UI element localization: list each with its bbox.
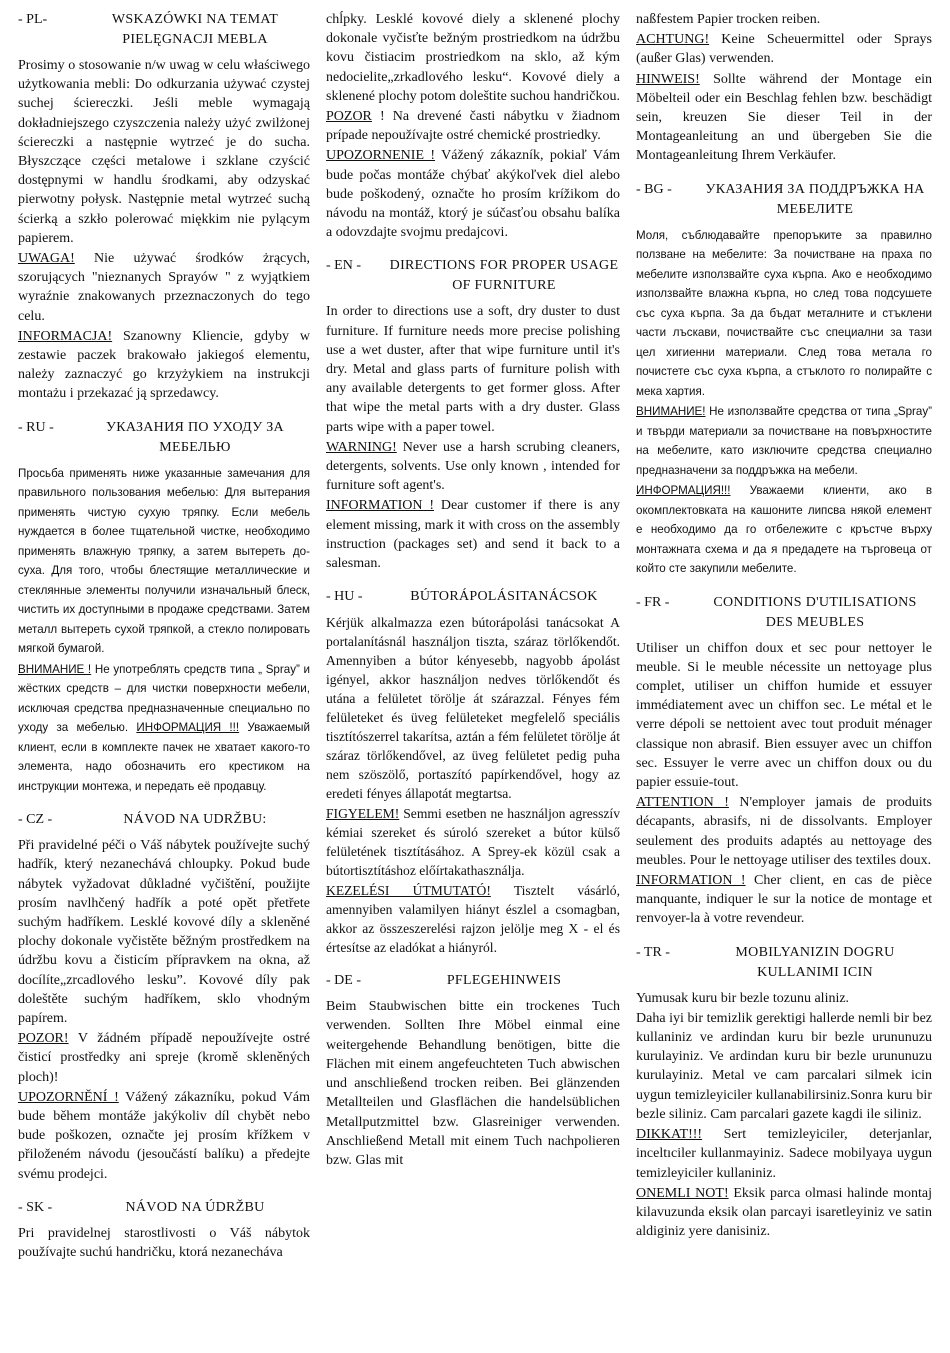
section-title: УКАЗАНИЯ ПО УХОДУ ЗА МЕБЕЛЬЮ [106, 419, 284, 455]
section-title: NÁVOD NA ÚDRŽBU [125, 1199, 265, 1215]
language-code: - FR - [636, 594, 670, 610]
warning-label: ВНИМАНИЕ ! [18, 662, 92, 676]
warning-label: DIKKAT!!! [636, 1127, 703, 1143]
section-pl [18, 10, 310, 404]
language-code: - HU - [326, 589, 363, 605]
section-heading [326, 587, 620, 607]
warning-label: FIGYELEM! [326, 806, 400, 822]
information-label: INFORMACJA! [18, 328, 113, 344]
section-sk-continued [326, 10, 620, 242]
section-bg [636, 180, 932, 579]
paragraph: Просьба применять ниже указанные замечания для правильного пользования мебелью: Для вытерания применять чистую сухую тряпку. Если мебель нуждается в более тщательной чистке, необходимо применять влажную тряпку, а затем вытереть до-суха. Для того, чтобы блестящие металлические и стеклянные элементы получили изначальный блеск, чистить их доступными в продаже средствами. Затем металл вытереть сухой тряпкой, а стекло полировать мягкой бумагой. [18, 466, 310, 656]
section-heading [326, 256, 620, 296]
warning-label: ACHTUNG! [636, 32, 710, 48]
section-fr [636, 593, 932, 929]
information-paragraph: UPOZORNENIE ! Vážený zákazník, pokiaľ Vám bude počas montáže chýbať akýkoľvek diel alebo bude poškodený, označte ho prosím krížikom do návodu na montáž, ktorý je súčasťou obsahu balíka a odovzdajte svojmu predajcovi. [326, 148, 620, 241]
language-code: - TR - [636, 944, 670, 960]
warning-paragraph: ВНИМАНИЕ! Не използвайте средства от типа „Spray” и твърди материали за почистване на повърхностите на мебелите, като изключите средства специално предназначени за поддръжка на мебели. [636, 405, 932, 477]
paragraph: Při pravidelné péči o Váš nábytek používejte suchý hadřík, který nezanechává chloupky. Pokud bude nábytek vyžadovat důkladné vyčištění, použijte prosím navlhčený hadřík a poté opět přetřete suchým hadříkem. Lesklé kovové díly a skleněné plochy dokonale vyčistěte běžným prostředkem na údržbu kovu a čisticím přípravkem na okna, až docílíte„zrcadlového lesku”. Kovové díly pak doleštěte suchým hadříkem, sklo vhodným papírem. [18, 838, 310, 1026]
paragraph: Yumusak kuru bir bezle tozunu aliniz. [636, 990, 850, 1006]
warning-paragraph: UWAGA! Nie używać środków żrących, szorujących "nieznanych Sprayów " z wyjątkiem wyraźnie znakowanych przeznaczonych do tego celu. [18, 251, 310, 324]
information-paragraph: KEZELÉSI ÚTMUTATÓ! Tisztelt vásárló, amennyiben valamilyen hiányt észlel a csomagban, akkor az összeszerelési rajzon jelölje meg X - el és értesítse az eladókat a hiányról. [326, 883, 620, 956]
section-heading [18, 810, 310, 830]
information-label: ИНФОРМАЦИЯ !!! [136, 721, 240, 735]
warning-label: UWAGA! [18, 251, 75, 267]
information-paragraph: INFORMATION ! Dear customer if there is any element missing, mark it with cross on the assembly instruction (packages set) and send it back to a salesman. [326, 498, 620, 572]
information-paragraph: ONEMLI NOT! Eksik parca olmasi halinde montaj kilavuzunda eksik olan parcayi isaretleyiniz ve satin aldiginiz yere danisiniz. [636, 1185, 932, 1240]
information-paragraph: UPOZORNĚNÍ ! Vážený zákazníku, pokud Vám bude během montáže jakýkoliv díl chybět nebo bude poškozen, označte jej prosím křížkem v přiloženém návodu (jesoučástí balíku) a předejte svému prodejci. [18, 1089, 310, 1182]
language-code: - PL- [18, 12, 48, 27]
language-code: - SK - [18, 1199, 53, 1215]
section-en [326, 256, 620, 573]
warning-paragraph: WARNING! Never use a harsh scrubing cleaners, detergents, solvents. Use only known , intended for furniture soft agent's. [326, 439, 620, 494]
warning-paragraph: FIGYELEM! Semmi esetben ne használjon agresszív kémiai szereket és súroló szereket a bútor külső felületének tisztításához. A Sprey-ek közül csak a bútortisztításhoz előírtakathasználja. [326, 806, 620, 879]
information-label: UPOZORNĚNÍ ! [18, 1089, 119, 1105]
section-heading [636, 180, 932, 220]
paragraph: Prosimy o stosowanie n/w uwag w celu właściwego użytkowania mebli: Do odkurzania używać czystej suchej ściereczki. Jeśli meble wymagają dokładniejszego czyszczenia należy użyć zwilżonej ściereczki a następnie wytrzeć je do sucha. Błyszczące części metalowe i szklane czyścić dostępnymi w handlu środkami, aby odzyskać pierwotny połysk. Następnie metal wytrzeć suchą ścierką a szkło polerować miękkim nie pylącym papierem. [18, 58, 310, 246]
information-paragraph: INFORMATION ! Cher client, en cas de pièce manquante, indiquer le sur la notice de montage et renvoyer-la à votre revendeur. [636, 873, 932, 927]
section-heading [326, 971, 620, 991]
paragraph: Pri pravidelnej starostlivosti o Váš nábytok používajte suchú handričku, ktorá nezanecháva [18, 1225, 310, 1261]
warning-label: ВНИМАНИЕ! [636, 405, 706, 419]
language-code: - EN - [326, 258, 361, 274]
warning-paragraph: DIKKAT!!! Sert temizleyiciler, deterjanlar, inceltıciler kullanmayiniz. Sadece mobilyaya uygun temizleyiciler kullaniniz. [636, 1127, 932, 1181]
section-cz [18, 810, 310, 1184]
section-title: MOBILYANIZIN DOGRU KULLANIMI ICIN [735, 944, 895, 980]
language-code: - DE - [326, 973, 361, 989]
warning-label: POZOR [326, 109, 372, 125]
section-heading [18, 1198, 310, 1218]
information-label: ИНФОРМАЦИЯ!!! [636, 484, 731, 498]
warning-paragraph: ATTENTION ! N'employer jamais de produits décapants, abrasifs, ni de dissolvants. Employer seulement des produits adaptés au nettoyage des meubles. Pour le nettoyage utiliser des textiles doux. [636, 795, 932, 868]
information-label: HINWEIS! [636, 71, 700, 87]
section-de [326, 971, 620, 1170]
language-code: - BG - [636, 181, 672, 197]
section-title: WSKAZÓWKI NA TEMAT PIELĘGNACJI MEBLA [111, 12, 279, 47]
paragraph: Kérjük alkalmazza ezen bútorápolási tanácsokat A portalanításnál használjon tiszta, száraz törlőkendőt. Amennyiben a bútor kényesebb, nagyobb ápolást igényel, akkor használjon nedves törlőkendőt és utána a felületet törölje át szárazzal. Fényes fém felületeket és üveg felületeket megfelelő speciális tisztítószerrel takarítsa, aztán a fém felületet törölje át száraz törlőkendővel, az üveg felületet pedig puha nem szöszölő, portaszító papírkendővel, hogy az eredeti fényes állapotát megtartsa. [326, 615, 620, 802]
information-label: ONEMLI NOT! [636, 1185, 729, 1201]
warning-paragraph: POZOR! V žádném případě nepoužívejte ostré čisticí prostředky ani spreje (kromě skleněných ploch)! [18, 1031, 310, 1085]
paragraph: Моля, съблюдавайте препоръките за правилно ползване на мебелите: За почистване на праха по мебелите използвайте суха кърпа. Ако е необходимо използвайте влажна кърпа, но след това подсушете със суха кърпа. За да бъдат металните и стъклени части лъскави, почиствайте със специални за тази цел хигиенни материали. След това метала го почистете със суха кърпа, а стъклото го полирайте с мека хартия. [636, 228, 932, 398]
section-title: УКАЗАНИЯ ЗА ПОДДРЪЖКА НА МЕБЕЛИТЕ [705, 181, 925, 217]
language-code: - CZ - [18, 812, 53, 828]
column-left [18, 10, 310, 1345]
information-label: INFORMATION ! [636, 873, 746, 889]
section-tr [636, 943, 932, 1242]
column-right [636, 10, 932, 1345]
section-title: CONDITIONS D'UTILISATIONS DES MEUBLES [713, 594, 917, 630]
warning-paragraph: POZOR ! Na drevené časti nábytku v žiadnom prípade nepoužívajte ostré chemické prostriedky. [326, 109, 620, 144]
section-title: BÚTORÁPOLÁSITANÁCSOK [410, 589, 598, 605]
section-title: NÁVOD NA UDRŽBU: [123, 812, 267, 828]
warning-label: WARNING! [326, 439, 397, 455]
information-paragraph: HINWEIS! Sollte während der Montage ein Möbelteil oder ein Beschlag fehlen bzw. beschädigt sein, kreuzen Sie dieser Teil in der Montageanleitung an und übergeben Sie die Montageanleitung Ihrem Verkäufer. [636, 71, 932, 164]
information-label: UPOZORNENIE ! [326, 148, 436, 164]
information-label: INFORMATION ! [326, 498, 435, 514]
warning-label: POZOR! [18, 1031, 69, 1047]
warning-paragraph: ВНИМАНИЕ ! Не употреблять средств типа „ Spray” и жёстких средств – для чистки поверхности мебели, исключая средства предназначенные специально по уходу за мебелью. ИНФОРМАЦИЯ !!! Уважаемый клиент, если в комплекте пачек не хватает какого-то элемента, надо обозначить его крестиком на инструкции монтежа, и передать её продавцу. [18, 662, 310, 793]
section-heading [636, 943, 932, 983]
column-middle [326, 10, 620, 1345]
section-title: DIRECTIONS FOR PROPER USAGE OF FURNITURE [389, 258, 619, 294]
section-title: PFLEGEHINWEIS [446, 973, 562, 989]
information-paragraph: ИНФОРМАЦИЯ!!! Уважаеми клиенти, ако в окомплектовката на кашоните липсва някой елемент е необходимо да го отбележите с кръстче върху монтажната схема и да я предадете на търговеца от който сте закупили мебелите. [636, 484, 932, 576]
paragraph: Beim Staubwischen bitte ein trockenes Tuch verwenden. Sollten Ihre Möbel einmal eine weitergehende Behandlung benötigen, bitte die Flächen mit einem angefeuchteten Tuch abwischen und anschließend trocken reiben. Bei glänzenden Metallteilen und Glasflächen die handelsüblichen Metallputzmittel bzw. Glasreiniger verwenden. Anschließend Metall mit einem Tuch nachpolieren bzw. Glas mit [326, 999, 620, 1168]
paragraph: In order to directions use a soft, dry duster to dust furniture. If furniture needs more precise polishing use a wet duster, after that wipe furniture until it's dry. Metal and glass parts of furniture polish with any available detergents to get former gloss. After that wipe the metal parts with a dry duster. Glass parts wipe with a paper towel. [326, 304, 620, 435]
paragraph: Utiliser un chiffon doux et sec pour nettoyer le meuble. Si le meuble nécessite un nettoyage plus complet, utiliser un chiffon humide et essuyer immédiatement avec un chiffon sec. Le métal et le verre dépoli se nettoient avec tout produit ménager classique non abrasif. Bien essuyer avec un chiffon sec. Essuyer le verre avec un chiffon doux ou du papier essuie-tout. [636, 640, 932, 791]
section-ru [18, 418, 310, 797]
information-label: KEZELÉSI ÚTMUTATÓ! [326, 883, 491, 899]
warning-label: ATTENTION ! [636, 795, 729, 811]
information-paragraph: INFORMACJA! Szanowny Kliencie, gdyby w zestawie paczek brakowało jakiegoś elementu, należy zaznaczyć go krzyżykiem na instrukcji montażu i przekazać ją sprzedawcy. [18, 328, 310, 402]
paragraph: naßfestem Papier trocken reiben. [636, 12, 821, 27]
paragraph: Daha iyi bir temizlik gerektigi hallerde nemli bir bez kullaniniz ve ardindan kuru bir bezle urununuzu kurulayiniz. Ve ardindan kuru bir bezle urununuzu kurulayiniz. Metal ve cam parcalari silmek icin uygun temizleyiciler kullanabilirsiniz.Sonra kuru bir bezle siliniz. Cam parcalari gazete kagdi ile siliniz. [636, 1010, 932, 1122]
section-hu [326, 587, 620, 957]
warning-paragraph: ACHTUNG! Keine Scheuermittel oder Sprays (außer Glas) verwenden. [636, 32, 932, 67]
section-heading [636, 593, 932, 633]
language-code: - RU - [18, 419, 54, 435]
section-de-continued [636, 10, 932, 166]
paragraph: chĺpky. Lesklé kovové diely a sklenené plochy dokonale vyčisťte bežným prostriedkom na údržbu kovu čistiacim prostriedkom na sklo, až kým nedocielite„zrkadlového lesku“. Kovové diely a sklenené plochy potom doleštite suchou handričkou. [326, 12, 620, 104]
section-sk [18, 1198, 310, 1262]
section-heading [18, 418, 310, 458]
section-heading [18, 10, 310, 50]
